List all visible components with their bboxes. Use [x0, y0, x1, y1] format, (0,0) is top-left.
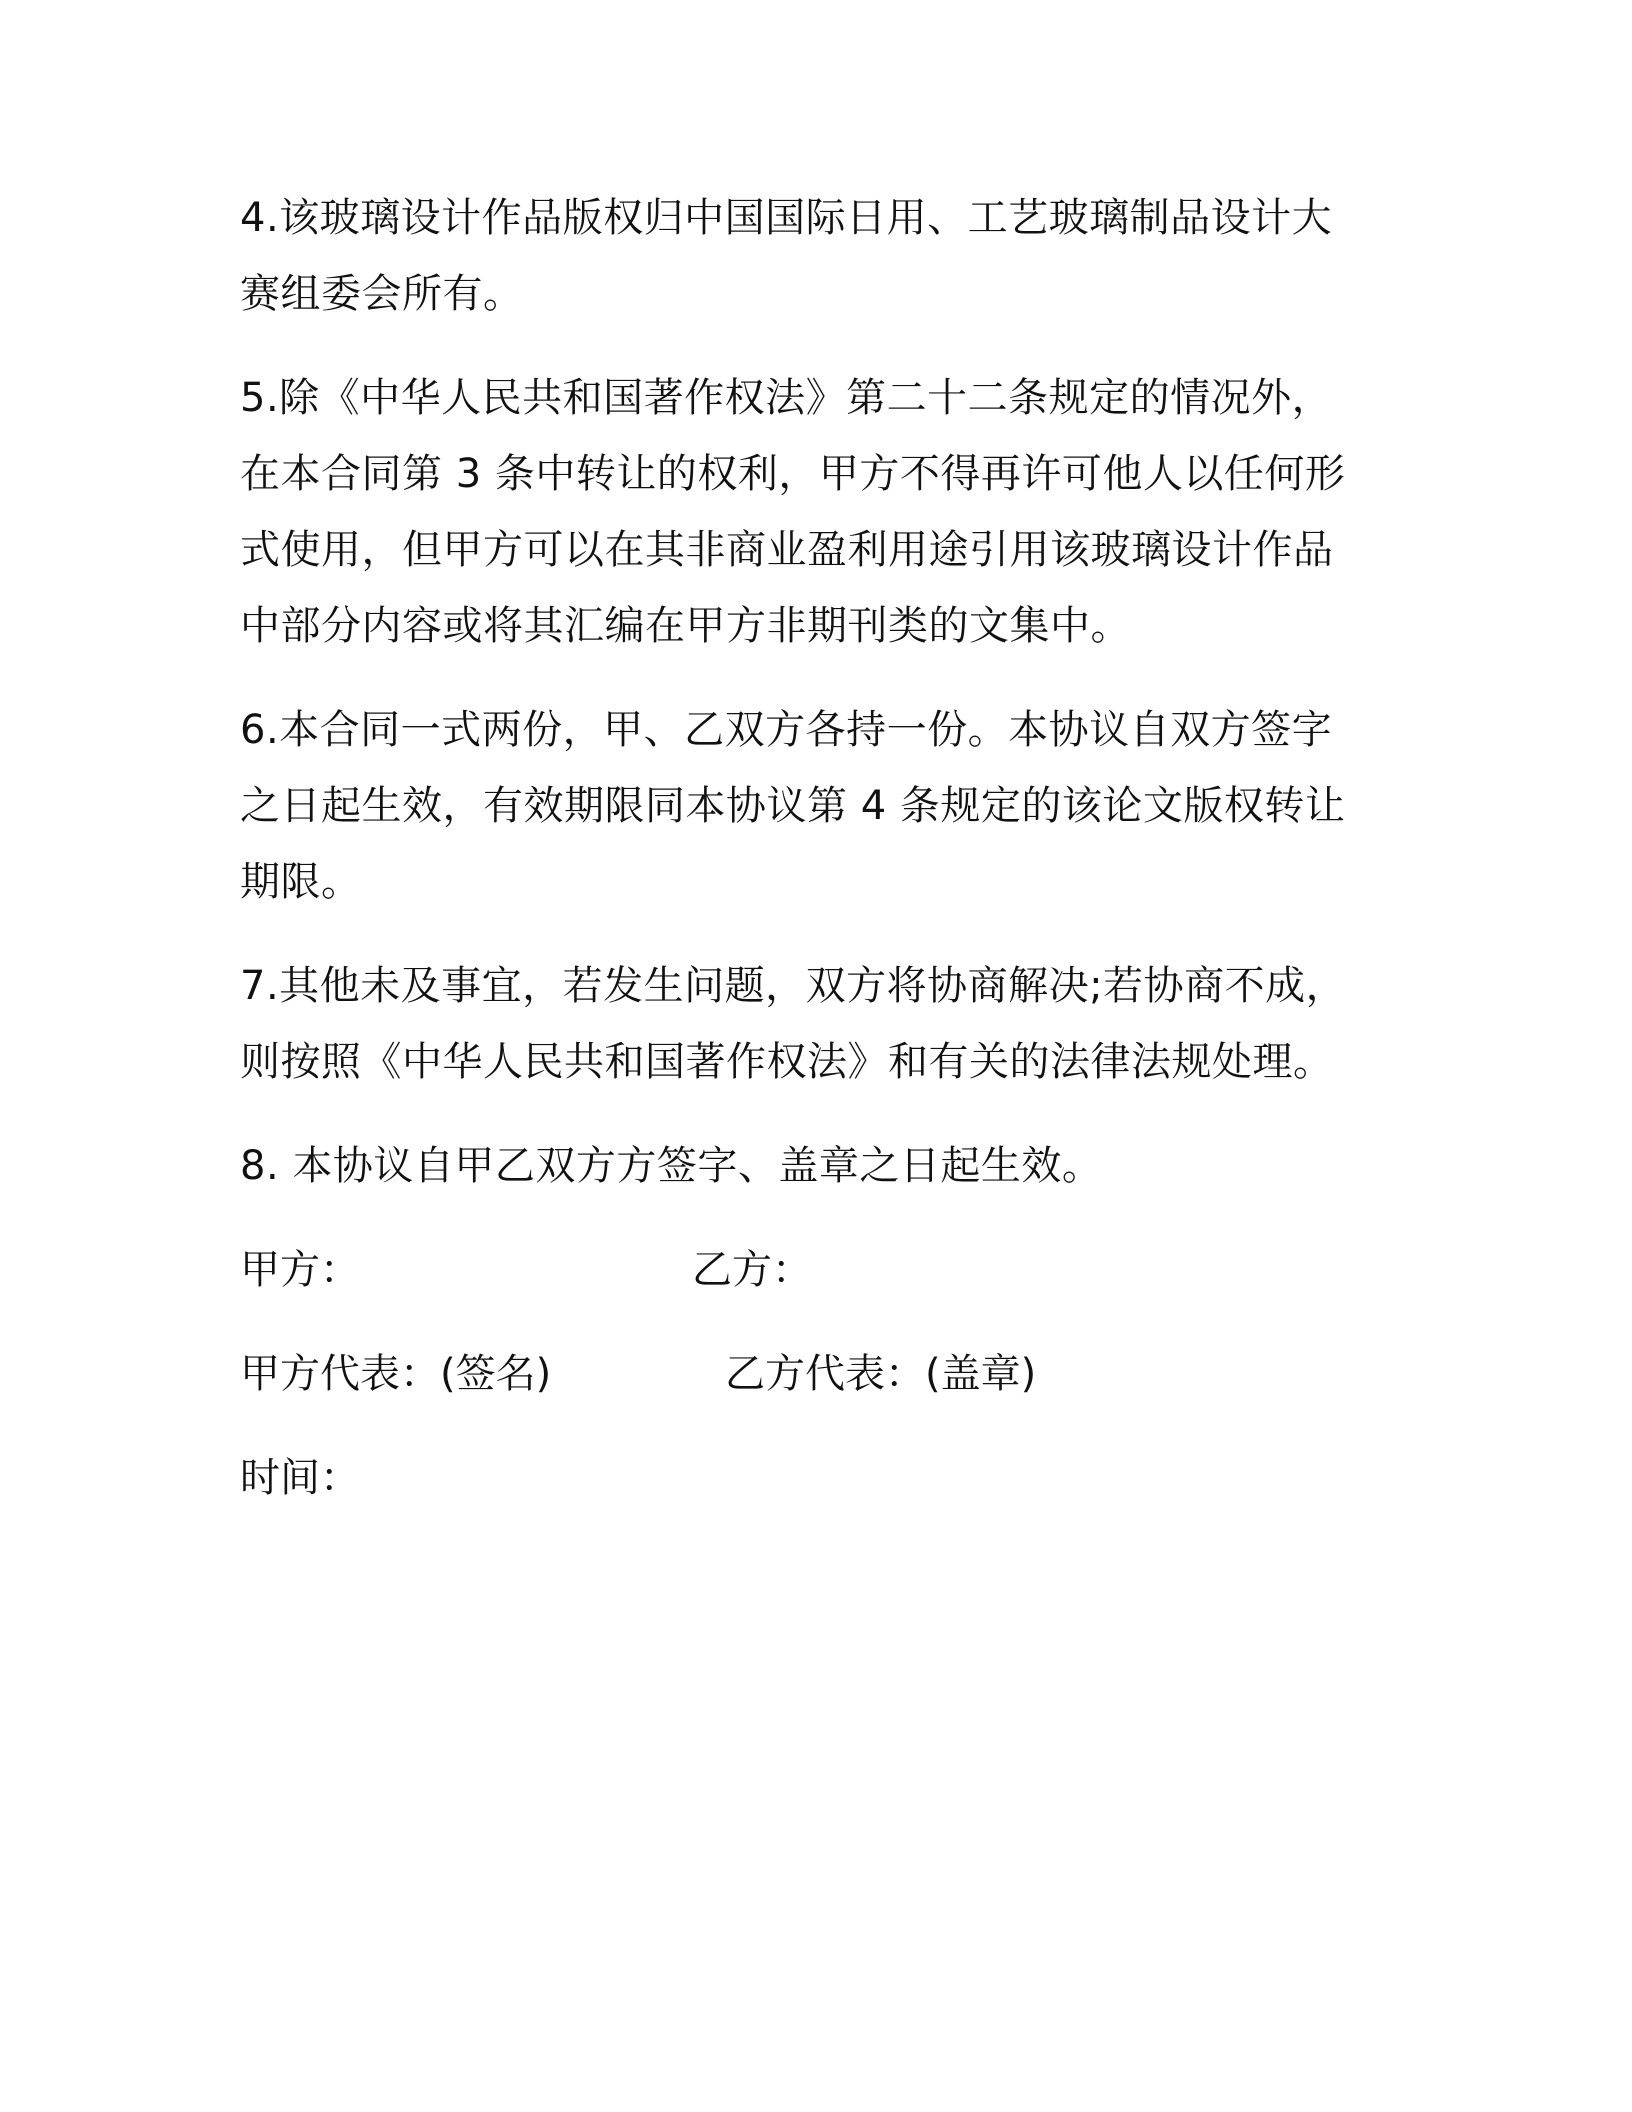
clause-6: 6.本合同一式两份，甲、乙双方各持一份。本协议自双方签字之日起生效，有效期限同本协议第 4 条规定的该论文版权转让期限。: [240, 707, 1346, 905]
clause-8: 8. 本协议自甲乙双方方签字、盖章之日起生效。: [240, 1143, 1103, 1189]
date-row: [240, 1440, 1370, 1516]
representative-row: [240, 1336, 1370, 1412]
contract-body: [240, 180, 1370, 1544]
clause-5: 5.除《中华人民共和国著作权法》第二十二条规定的情况外，在本合同第 3 条中转让的权利，甲方不得再许可他人以任何形式使用，但甲方可以在其非商业盈利用途引用该玻璃设计作品中部分内容或将其汇编在甲方非期刊类的文集中。: [240, 375, 1346, 649]
date-label: 时间：: [240, 1455, 360, 1501]
clause-4: 4.该玻璃设计作品版权归中国国际日用、工艺玻璃制品设计大赛组委会所有。: [240, 195, 1333, 317]
party-a-label: 甲方：: [240, 1247, 360, 1293]
clause-7: 7.其他未及事宜，若发生问题，双方将协商解决;若协商不成，则按照《中华人民共和国著作权法》和有关的法律法规处理。: [240, 963, 1347, 1085]
party-b-label: 乙方：: [692, 1247, 812, 1293]
party-a-representative-label: 甲方代表：(签名): [240, 1351, 552, 1397]
party-b-representative-label: 乙方代表：(盖章): [725, 1351, 1037, 1397]
party-row: [240, 1232, 1370, 1308]
